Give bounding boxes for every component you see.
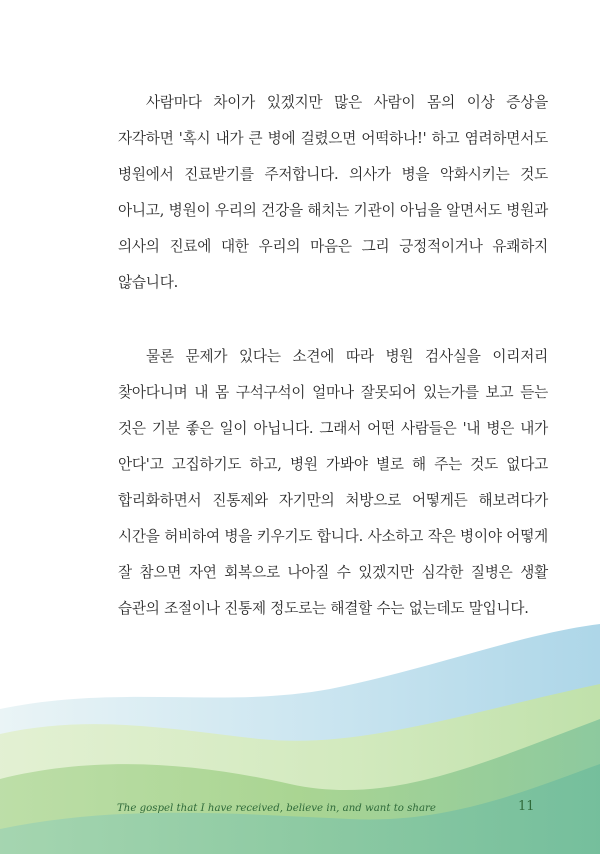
paragraph-1	[118, 85, 548, 301]
page-number: 11	[518, 799, 535, 814]
paragraph-1-text: 사람마다 차이가 있겠지만 많은 사람이 몸의 이상 증상을 자각하면 '혹시 내가 큰 병에 걸렸으면 어떡하나!' 하고 염려하면서도 병원에서 진료받기를 주저합니다. 의사가 병을 악화시키는 것도 아니고, 병원이 우리의 건강을 해치는 기관이 아님을 알면서도 병원과 의사의 진료에 대한 우리의 마음은 그리 긍정적이거나 유쾌하지 않습니다.	[118, 94, 548, 291]
decorative-waves	[0, 614, 600, 854]
paragraph-gap	[118, 301, 548, 339]
paragraph-2-text: 물론 문제가 있다는 소견에 따라 병원 검사실을 이리저리 찾아다니며 내 몸 구석구석이 얼마나 잘못되어 있는가를 보고 듣는 것은 기분 좋은 일이 아닙니다. 그래서 어떤 사람들은 '내 병은 내가 안다'고 고집하기도 하고, 병원 가봐야 별로 해 주는 것도 없다고 합리화하면서 진통제와 자기만의 처방으로 어떻게든 해보려다가 시간을 허비하여 병을 키우기도 합니다. 사소하고 작은 병이야 어떻게 잘 참으면 자연 회복으로 나아질 수 있겠지만 심각한 질병은 생활 습관의 조절이나 진통제 정도로는 해결할 수는 없는데도 말입니다.	[118, 348, 548, 617]
footer-caption: The gospel that I have received, believe in, and want to share	[117, 803, 436, 814]
paragraph-2	[118, 339, 548, 627]
body-text	[118, 85, 548, 627]
